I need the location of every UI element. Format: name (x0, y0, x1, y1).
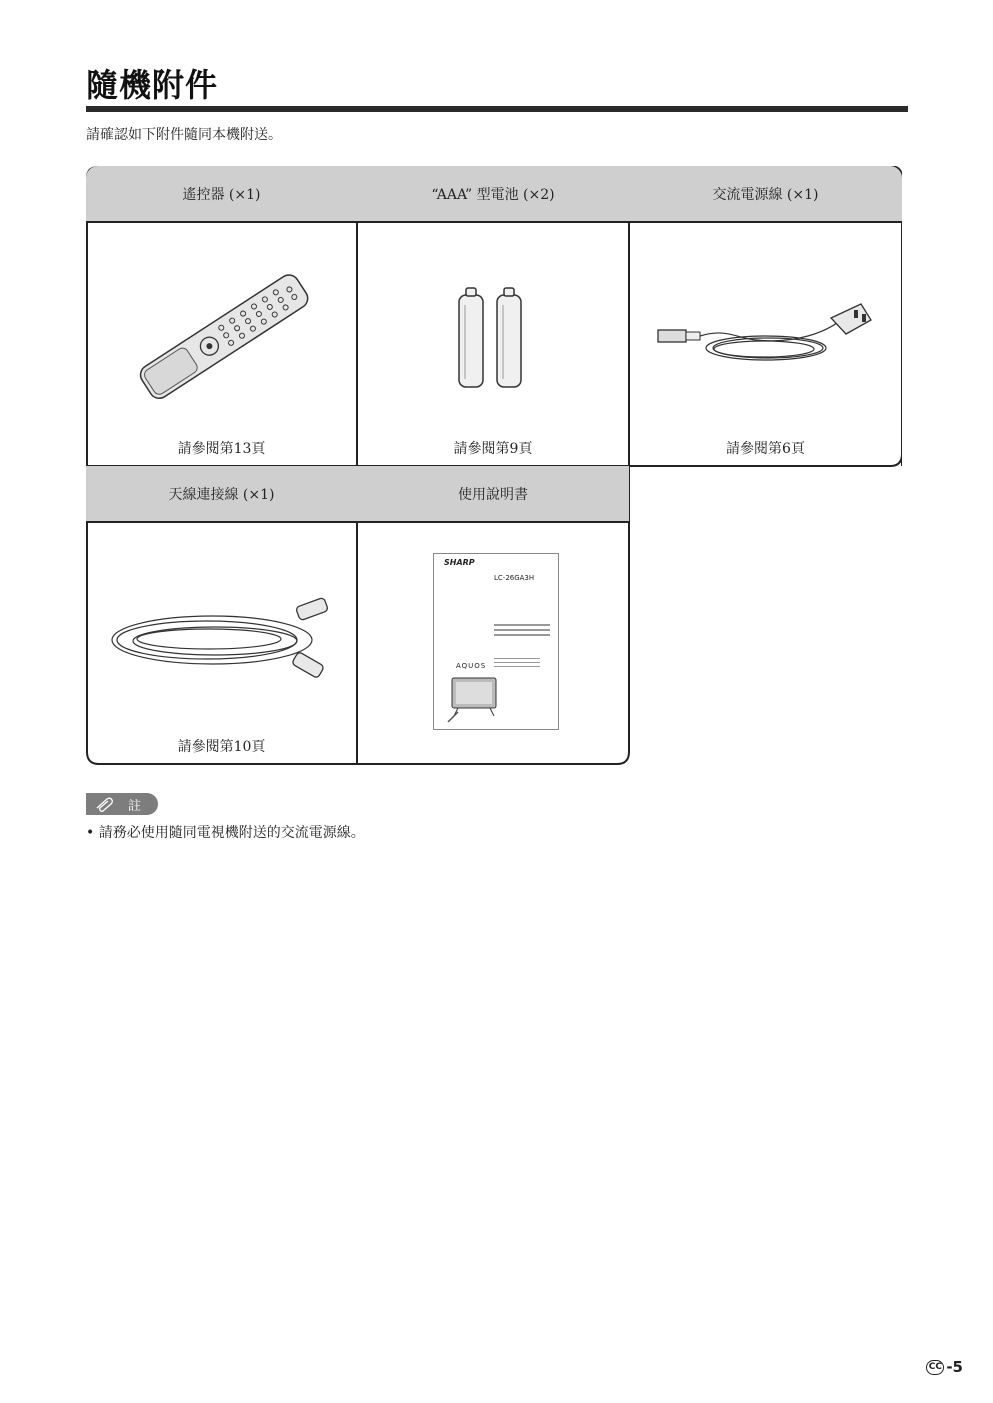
manual-brand: SHARP (444, 558, 475, 567)
accessory-header: 交流電源線 (×1) (629, 166, 902, 223)
antenna-cable-icon (107, 588, 337, 688)
language-badge: CC (926, 1360, 944, 1375)
note-text: • 請務必使用隨同電視機附送的交流電源線。 (86, 825, 365, 841)
aaa-batteries-icon (453, 283, 533, 393)
power-cord-icon (656, 298, 876, 378)
accessory-cell-antenna-cable (86, 466, 357, 764)
tv-illustration (444, 674, 504, 724)
note-badge (86, 793, 158, 815)
accessory-cell-power-cord (629, 166, 902, 466)
operation-manual-icon (433, 553, 559, 730)
page-reference: 請參閱第13頁 (177, 441, 266, 457)
intro-text: 請確認如下附件隨同本機附送。 (86, 127, 282, 143)
page-reference: 請參閱第6頁 (726, 441, 805, 457)
manual-series: AQUOS (456, 662, 487, 670)
accessory-header: 天線連接線 (×1) (86, 466, 357, 523)
accessory-header: 使用說明書 (357, 466, 629, 523)
page-reference: 請參閱第10頁 (177, 739, 266, 755)
page-number-value: -5 (946, 1358, 963, 1376)
note-label: 註 (128, 798, 142, 814)
accessory-cell-remote (86, 166, 357, 466)
accessory-cell-manual (357, 466, 629, 764)
accessory-cell-batteries (357, 166, 629, 466)
paperclip-icon (94, 796, 116, 812)
accessories-table (86, 166, 902, 766)
page-reference: 請參閱第9頁 (453, 441, 533, 457)
manual-model: LC-26GA3H (494, 574, 535, 582)
title-divider (86, 106, 908, 112)
remote-control-icon (122, 258, 322, 418)
page-number (926, 1358, 963, 1376)
accessory-header: “AAA” 型電池 (×2) (357, 166, 629, 223)
page-title: 隨機附件 (86, 66, 219, 104)
accessory-header: 遙控器 (×1) (86, 166, 357, 223)
